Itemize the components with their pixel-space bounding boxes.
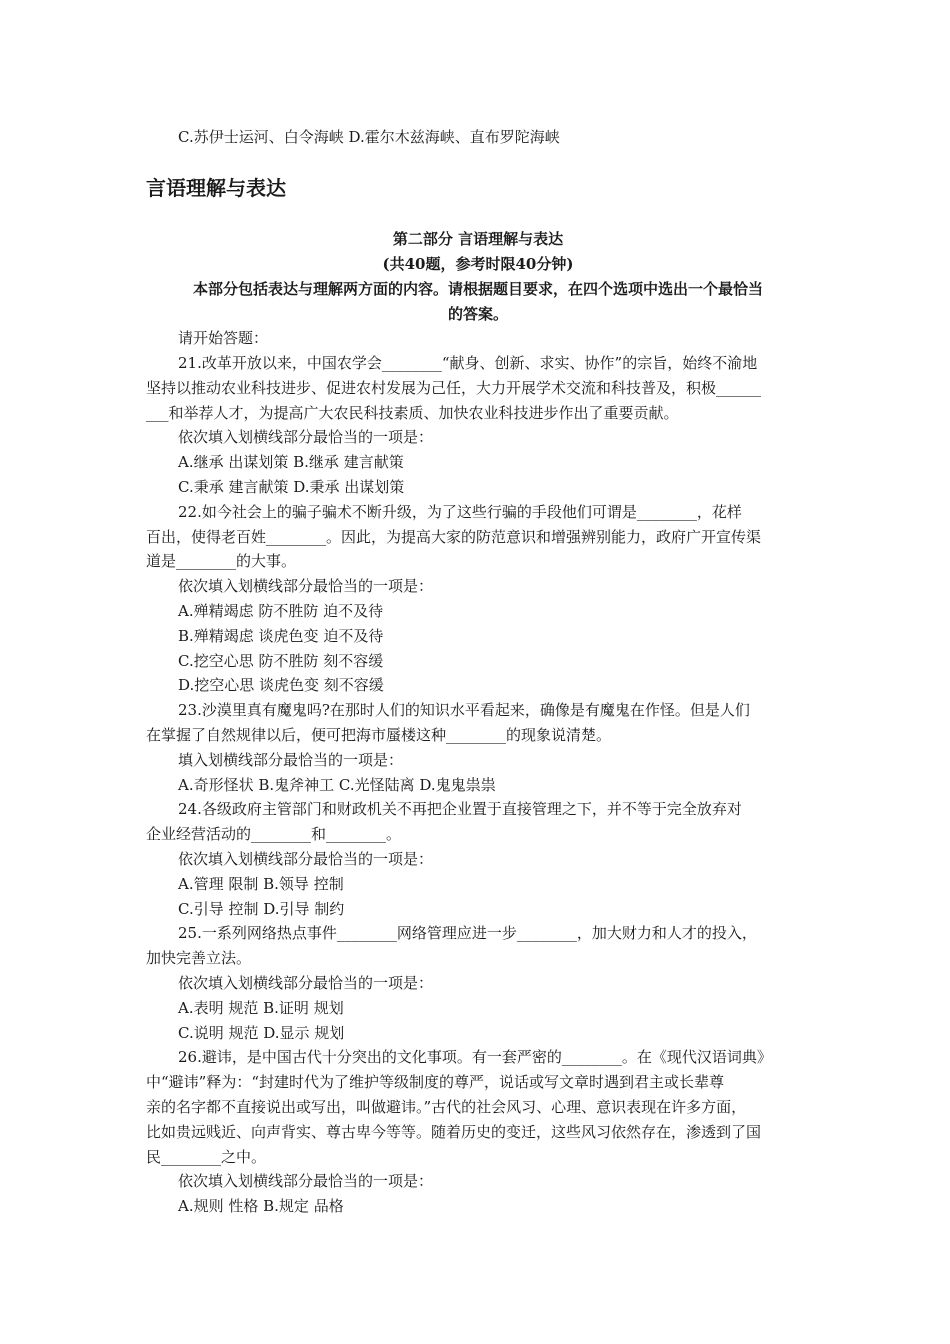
q22-option-d: D.挖空心思 谈虎色变 刻不容缓: [178, 676, 384, 694]
q22-line-3: 道是________的大事。: [146, 552, 297, 570]
part-title: 第二部分 言语理解与表达: [392, 230, 564, 248]
q21-options-2: C.秉承 建言献策 D.秉承 出谋划策: [178, 478, 405, 496]
q25-line-1: 25.一系列网络热点事件________网络管理应进一步________，加大财力和人才的投入，: [178, 924, 757, 942]
q22-option-b: B.殚精竭虑 谈虎色变 迫不及待: [178, 627, 384, 645]
q26-line-3: 亲的名字都不直接说出或写出，叫做避讳。”古代的社会风习、心理、意识表现在许多方面，: [146, 1098, 747, 1116]
q22-option-a: A.殚精竭虑 防不胜防 迫不及待: [178, 602, 384, 620]
instructions-line-2: 的答案。: [447, 305, 508, 323]
q26-line-4: 比如贵远贱近、向声背实、尊古卑今等等。随着历史的变迁，这些风习依然存在，渗透到了国: [146, 1123, 762, 1141]
start-prompt: 请开始答题：: [178, 329, 269, 347]
q21-line-1: 21.改革开放以来，中国农学会________“献身、创新、求实、协作”的宗旨，始终不渝地: [178, 354, 758, 372]
q21-line-2: 坚持以推动农业科技进步、促进农村发展为己任，大力开展学术交流和科技普及，积极______: [146, 379, 762, 397]
q24-options-1: A.管理 限制 B.领导 控制: [178, 875, 344, 893]
q26-line-1: 26.避讳，是中国古代十分突出的文化事项。有一套严密的________。在《现代汉语词典》: [178, 1048, 772, 1066]
q25-options-1: A.表明 规范 B.证明 规划: [178, 999, 344, 1017]
q22-line-1: 22.如今社会上的骗子骗术不断升级，为了这些行骗的手段他们可谓是________，花样: [178, 503, 742, 521]
q22-option-c: C.挖空心思 防不胜防 刻不容缓: [178, 652, 384, 670]
q23-prompt: 填入划横线部分最恰当的一项是：: [178, 751, 404, 769]
q25-options-2: C.说明 规范 D.显示 规划: [178, 1024, 345, 1042]
q23-options: A.奇形怪状 B.鬼斧神工 C.光怪陆离 D.鬼鬼祟祟: [178, 776, 496, 794]
q24-line-2: 企业经营活动的________和________。: [146, 825, 402, 843]
section-heading: 言语理解与表达: [146, 176, 286, 200]
q25-line-2: 加快完善立法。: [146, 949, 252, 967]
q22-prompt: 依次填入划横线部分最恰当的一项是：: [178, 577, 434, 595]
q21-prompt: 依次填入划横线部分最恰当的一项是：: [178, 428, 434, 446]
instructions-line-1: 本部分包括表达与理解两方面的内容。请根据题目要求，在四个选项中选出一个最恰当: [192, 280, 763, 298]
q23-line-2: 在掌握了自然规律以后，便可把海市蜃楼这种________的现象说清楚。: [146, 726, 612, 744]
q26-line-5: 民________之中。: [146, 1148, 267, 1166]
q24-prompt: 依次填入划横线部分最恰当的一项是：: [178, 850, 434, 868]
q24-line-1: 24.各级政府主管部门和财政机关不再把企业置于直接管理之下，并不等于完全放弃对: [178, 800, 742, 818]
q21-line-3: ___和举荐人才，为提高广大农民科技素质、加快农业科技进步作出了重要贡献。: [146, 404, 679, 422]
q21-options-1: A.继承 出谋划策 B.继承 建言献策: [178, 453, 404, 471]
q26-prompt: 依次填入划横线部分最恰当的一项是：: [178, 1172, 434, 1190]
q26-line-2: 中“避讳”释为：“封建时代为了维护等级制度的尊严，说话或写文章时遇到君主或长辈尊: [146, 1073, 725, 1091]
answer-options-line: C.苏伊士运河、白令海峡 D.霍尔木兹海峡、直布罗陀海峡: [178, 128, 560, 146]
q24-options-2: C.引导 控制 D.引导 制约: [178, 900, 345, 918]
q25-prompt: 依次填入划横线部分最恰当的一项是：: [178, 974, 434, 992]
q23-line-1: 23.沙漠里真有魔鬼吗?在那时人们的知识水平看起来，确像是有魔鬼在作怪。但是人们: [178, 701, 750, 719]
q26-options-1: A.规则 性格 B.规定 品格: [178, 1197, 344, 1215]
part-subtitle: (共40题，参考时限40分钟): [382, 255, 574, 273]
q22-line-2: 百出，使得老百姓________。因此，为提高大家的防范意识和增强辨别能力，政府广开宣传渠: [146, 528, 762, 546]
